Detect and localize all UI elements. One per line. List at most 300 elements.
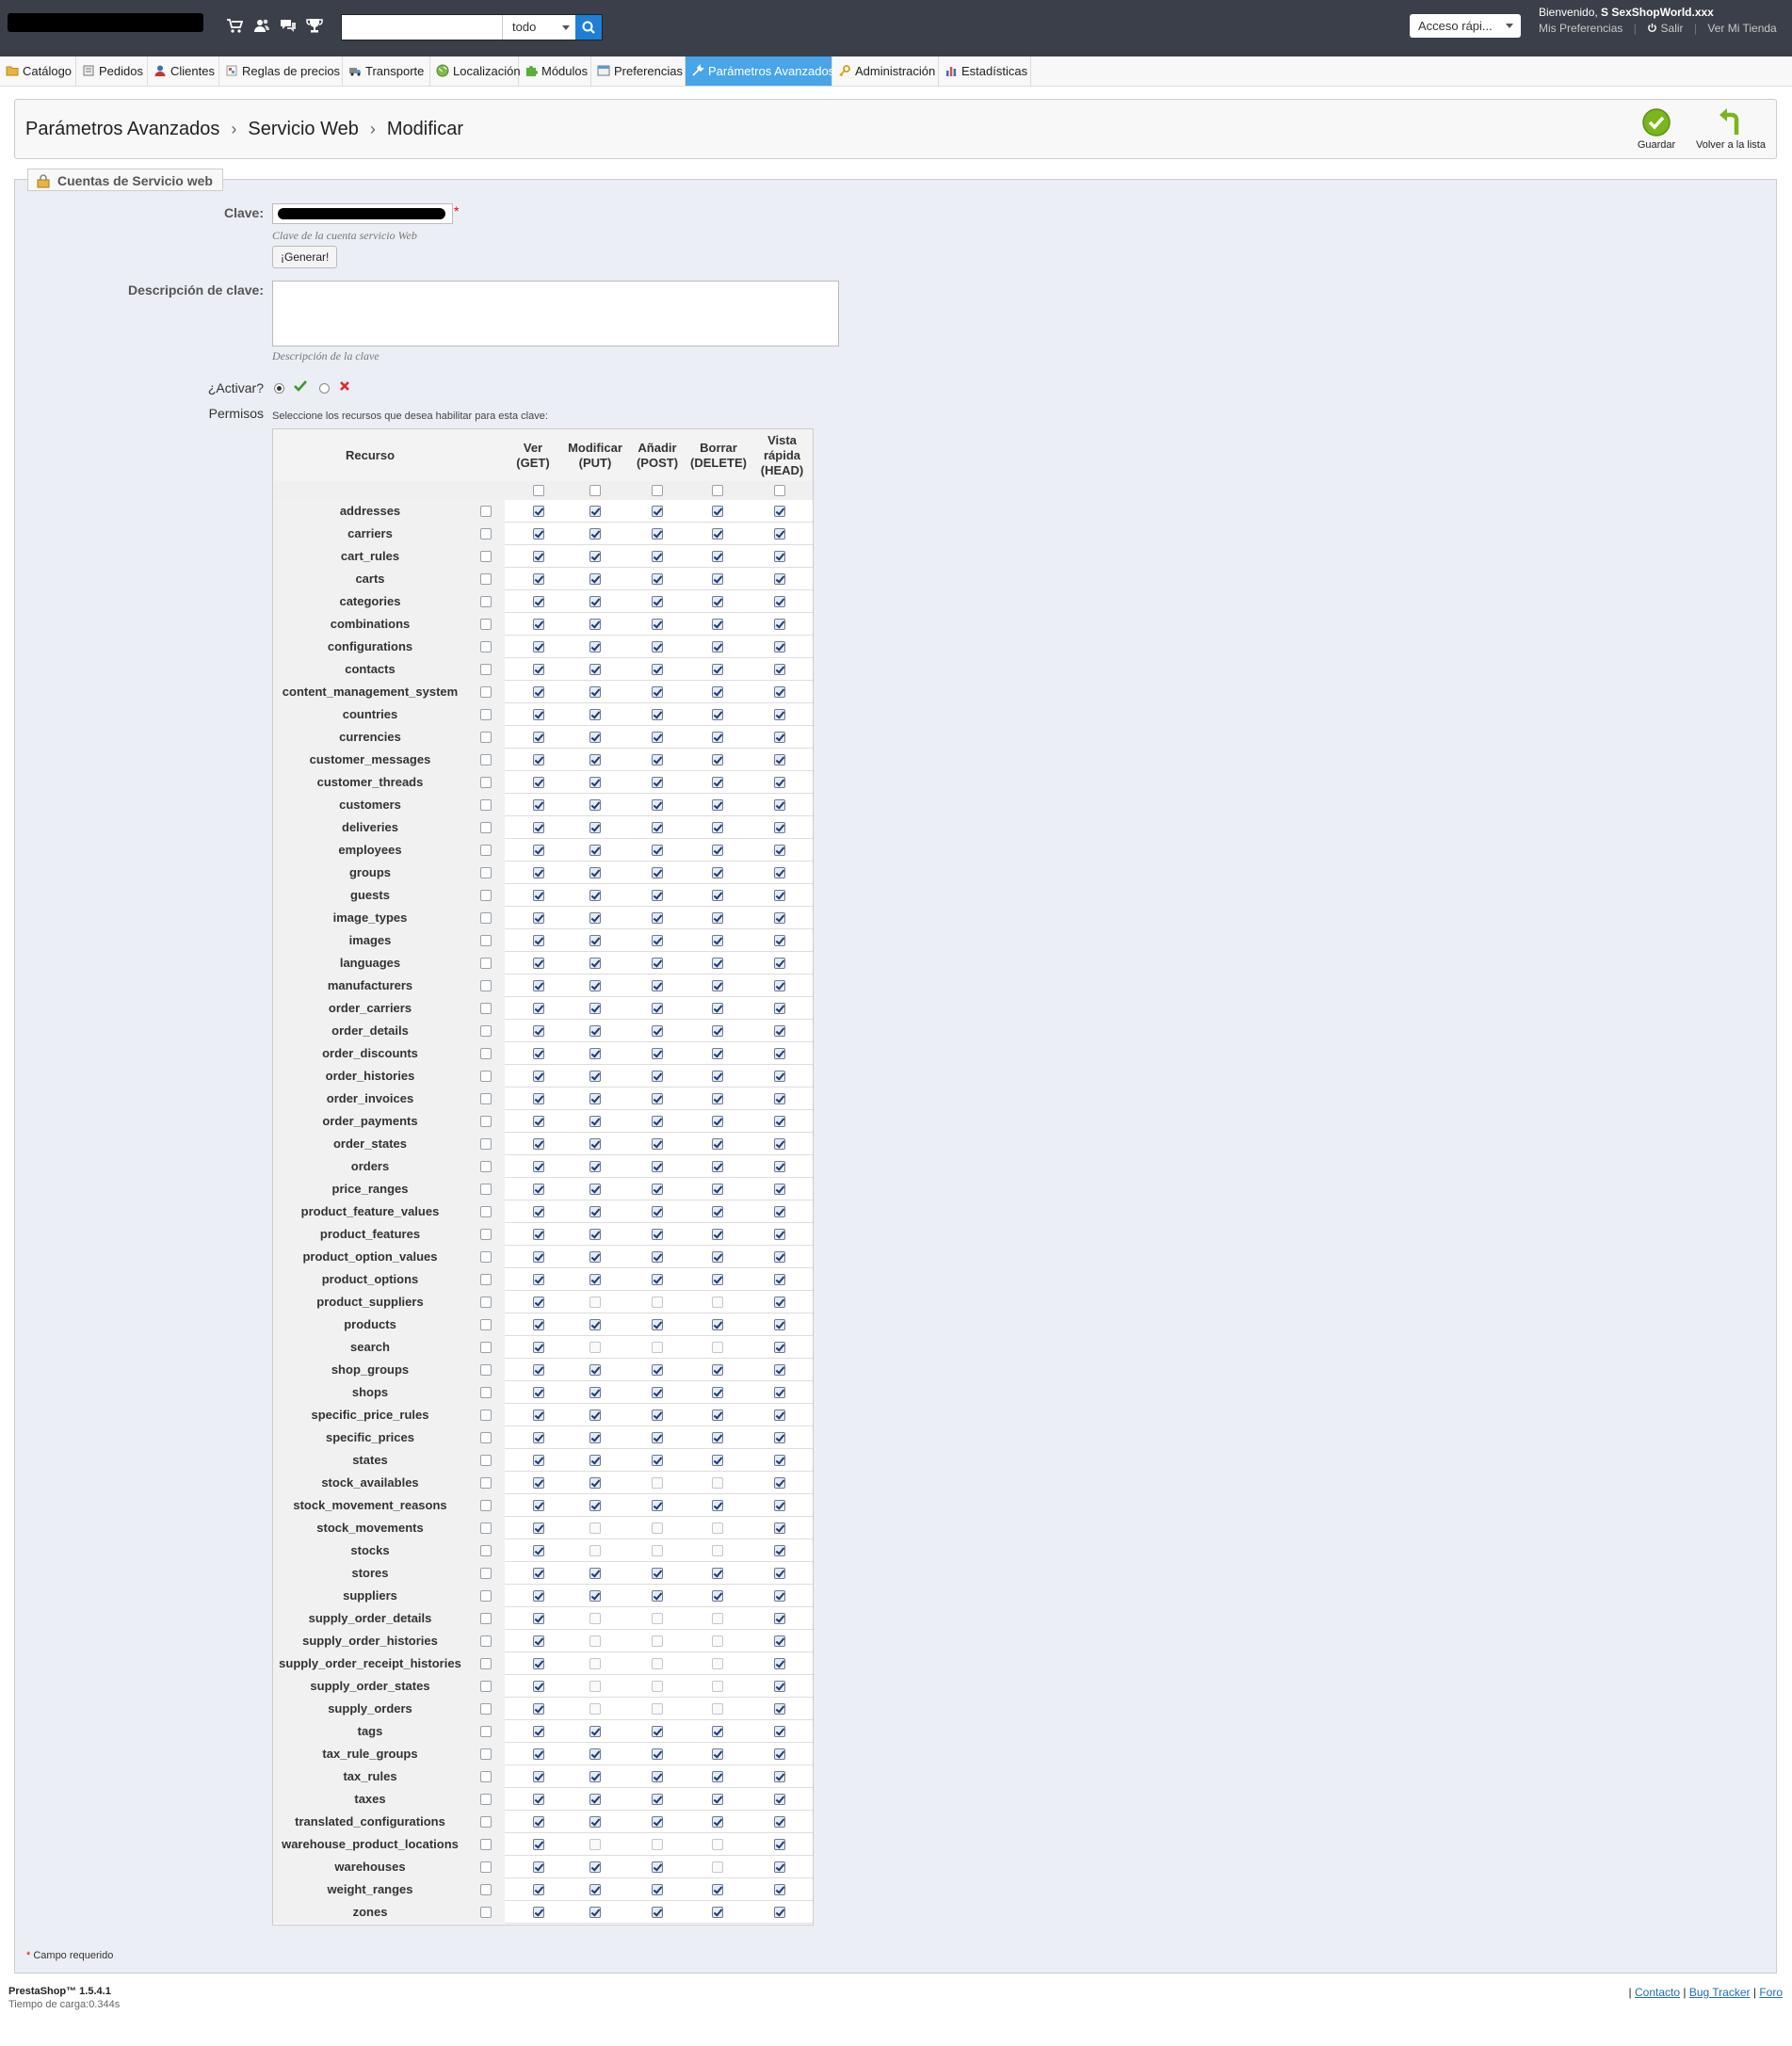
- menu-item-orders[interactable]: [76, 56, 148, 86]
- select-row-checkbox[interactable]: [480, 551, 492, 562]
- permission-checkbox[interactable]: [533, 1907, 544, 1918]
- permission-checkbox[interactable]: [589, 1410, 601, 1421]
- permission-checkbox[interactable]: [533, 1071, 544, 1082]
- permission-checkbox[interactable]: [589, 1206, 601, 1217]
- permission-checkbox[interactable]: [712, 1522, 723, 1534]
- permission-checkbox[interactable]: [652, 1138, 663, 1150]
- permission-checkbox[interactable]: [589, 1861, 601, 1873]
- permission-checkbox[interactable]: [712, 1025, 723, 1037]
- permission-checkbox[interactable]: [589, 912, 601, 924]
- permission-checkbox[interactable]: [533, 1093, 544, 1104]
- permission-checkbox[interactable]: [533, 1681, 544, 1692]
- permission-checkbox[interactable]: [589, 799, 601, 811]
- permission-checkbox[interactable]: [589, 1025, 601, 1037]
- permission-checkbox[interactable]: [652, 1726, 663, 1737]
- permission-checkbox[interactable]: [712, 573, 723, 585]
- permission-checkbox[interactable]: [589, 845, 601, 856]
- permission-checkbox[interactable]: [533, 1726, 544, 1737]
- select-row-checkbox[interactable]: [480, 777, 492, 788]
- permission-checkbox[interactable]: [533, 1635, 544, 1647]
- permission-checkbox[interactable]: [652, 1568, 663, 1579]
- permission-checkbox[interactable]: [589, 1545, 601, 1556]
- permission-checkbox[interactable]: [589, 506, 601, 517]
- permission-checkbox[interactable]: [712, 1432, 723, 1443]
- permission-checkbox[interactable]: [712, 1297, 723, 1308]
- permission-checkbox[interactable]: [774, 1319, 785, 1330]
- select-row-checkbox[interactable]: [480, 1568, 492, 1579]
- permission-checkbox[interactable]: [712, 1364, 723, 1376]
- permission-checkbox[interactable]: [652, 1884, 663, 1895]
- permission-checkbox[interactable]: [589, 754, 601, 765]
- select-row-checkbox[interactable]: [480, 980, 492, 991]
- permission-checkbox[interactable]: [712, 1477, 723, 1489]
- select-all-column-checkbox[interactable]: [774, 485, 785, 496]
- permission-checkbox[interactable]: [712, 686, 723, 698]
- select-row-checkbox[interactable]: [480, 1003, 492, 1014]
- select-row-checkbox[interactable]: [480, 754, 492, 765]
- select-row-checkbox[interactable]: [480, 912, 492, 924]
- permission-checkbox[interactable]: [533, 799, 544, 811]
- permission-checkbox[interactable]: [712, 1771, 723, 1782]
- permission-checkbox[interactable]: [774, 1681, 785, 1692]
- permission-checkbox[interactable]: [774, 686, 785, 698]
- permission-checkbox[interactable]: [712, 1455, 723, 1466]
- permission-checkbox[interactable]: [652, 777, 663, 788]
- cross-icon[interactable]: [339, 380, 350, 392]
- quick-access-dropdown[interactable]: [1410, 14, 1521, 38]
- permission-checkbox[interactable]: [533, 1138, 544, 1150]
- permission-checkbox[interactable]: [652, 1613, 663, 1624]
- select-row-checkbox[interactable]: [480, 1703, 492, 1715]
- select-row-checkbox[interactable]: [480, 845, 492, 856]
- permission-checkbox[interactable]: [533, 958, 544, 969]
- permission-checkbox[interactable]: [774, 958, 785, 969]
- permission-checkbox[interactable]: [774, 799, 785, 811]
- select-row-checkbox[interactable]: [480, 1635, 492, 1647]
- bug-tracker-link[interactable]: Bug Tracker: [1688, 1986, 1751, 1999]
- permission-checkbox[interactable]: [589, 709, 601, 720]
- permission-checkbox[interactable]: [652, 754, 663, 765]
- permission-checkbox[interactable]: [533, 573, 544, 585]
- permission-checkbox[interactable]: [652, 573, 663, 585]
- menu-item-price-rules[interactable]: [219, 56, 343, 86]
- permission-checkbox[interactable]: [712, 1387, 723, 1398]
- permission-checkbox[interactable]: [774, 1522, 785, 1534]
- permission-checkbox[interactable]: [652, 1545, 663, 1556]
- select-row-checkbox[interactable]: [480, 596, 492, 607]
- permission-checkbox[interactable]: [652, 1410, 663, 1421]
- permission-checkbox[interactable]: [652, 1590, 663, 1602]
- permission-checkbox[interactable]: [533, 1161, 544, 1172]
- permission-checkbox[interactable]: [774, 1364, 785, 1376]
- select-row-checkbox[interactable]: [480, 1342, 492, 1353]
- permission-checkbox[interactable]: [712, 1748, 723, 1760]
- permission-checkbox[interactable]: [712, 1635, 723, 1647]
- permission-checkbox[interactable]: [533, 845, 544, 856]
- select-row-checkbox[interactable]: [480, 890, 492, 901]
- permission-checkbox[interactable]: [533, 754, 544, 765]
- permission-checkbox[interactable]: [533, 1251, 544, 1263]
- permission-checkbox[interactable]: [589, 1907, 601, 1918]
- permission-checkbox[interactable]: [774, 1138, 785, 1150]
- permission-checkbox[interactable]: [712, 799, 723, 811]
- permission-checkbox[interactable]: [533, 777, 544, 788]
- permission-checkbox[interactable]: [712, 506, 723, 517]
- permission-checkbox[interactable]: [652, 1861, 663, 1873]
- permission-checkbox[interactable]: [652, 980, 663, 991]
- select-row-checkbox[interactable]: [480, 528, 492, 540]
- permission-checkbox[interactable]: [774, 1116, 785, 1127]
- select-row-checkbox[interactable]: [480, 1455, 492, 1466]
- permission-checkbox[interactable]: [652, 822, 663, 833]
- permission-checkbox[interactable]: [712, 845, 723, 856]
- permission-checkbox[interactable]: [774, 709, 785, 720]
- permission-checkbox[interactable]: [652, 1477, 663, 1489]
- permission-checkbox[interactable]: [652, 1816, 663, 1828]
- permission-checkbox[interactable]: [652, 1116, 663, 1127]
- select-all-column-checkbox[interactable]: [652, 485, 663, 496]
- permission-checkbox[interactable]: [533, 1613, 544, 1624]
- permission-checkbox[interactable]: [589, 1884, 601, 1895]
- permission-checkbox[interactable]: [652, 1635, 663, 1647]
- my-preferences-link[interactable]: Mis Preferencias: [1539, 22, 1623, 35]
- permission-checkbox[interactable]: [712, 551, 723, 562]
- permission-checkbox[interactable]: [774, 551, 785, 562]
- permission-checkbox[interactable]: [712, 1161, 723, 1172]
- breadcrumb-item[interactable]: Parámetros Avanzados: [25, 119, 220, 139]
- permission-checkbox[interactable]: [652, 1093, 663, 1104]
- permission-checkbox[interactable]: [652, 1319, 663, 1330]
- active-yes-radio[interactable]: [274, 383, 284, 394]
- permission-checkbox[interactable]: [774, 1635, 785, 1647]
- permission-checkbox[interactable]: [774, 777, 785, 788]
- permission-checkbox[interactable]: [652, 551, 663, 562]
- permission-checkbox[interactable]: [589, 1794, 601, 1805]
- breadcrumb-item[interactable]: Servicio Web: [248, 119, 359, 139]
- permission-checkbox[interactable]: [533, 1455, 544, 1466]
- permission-checkbox[interactable]: [533, 1839, 544, 1850]
- select-row-checkbox[interactable]: [480, 1387, 492, 1398]
- permission-checkbox[interactable]: [652, 799, 663, 811]
- permission-checkbox[interactable]: [533, 732, 544, 743]
- permission-checkbox[interactable]: [652, 958, 663, 969]
- permission-checkbox[interactable]: [712, 641, 723, 652]
- permission-checkbox[interactable]: [533, 1884, 544, 1895]
- permission-checkbox[interactable]: [652, 1251, 663, 1263]
- generate-key-button[interactable]: ¡Generar!: [272, 246, 337, 268]
- messages-icon[interactable]: [280, 17, 297, 34]
- permission-checkbox[interactable]: [712, 867, 723, 878]
- permission-checkbox[interactable]: [589, 1816, 601, 1828]
- permission-checkbox[interactable]: [652, 1161, 663, 1172]
- permission-checkbox[interactable]: [533, 596, 544, 607]
- save-button[interactable]: [1630, 107, 1683, 151]
- select-row-checkbox[interactable]: [480, 1364, 492, 1376]
- permission-checkbox[interactable]: [652, 1342, 663, 1353]
- permission-checkbox[interactable]: [652, 912, 663, 924]
- permission-checkbox[interactable]: [774, 1748, 785, 1760]
- permission-checkbox[interactable]: [712, 1274, 723, 1285]
- permission-checkbox[interactable]: [712, 1116, 723, 1127]
- permission-checkbox[interactable]: [712, 958, 723, 969]
- menu-item-modules[interactable]: [519, 56, 591, 86]
- permission-checkbox[interactable]: [774, 1839, 785, 1850]
- logout-link[interactable]: Salir: [1660, 22, 1684, 35]
- permission-checkbox[interactable]: [533, 890, 544, 901]
- menu-item-preferences[interactable]: [591, 56, 686, 86]
- permission-checkbox[interactable]: [774, 1658, 785, 1669]
- permission-checkbox[interactable]: [589, 1274, 601, 1285]
- permission-checkbox[interactable]: [589, 1251, 601, 1263]
- permission-checkbox[interactable]: [774, 664, 785, 675]
- permission-checkbox[interactable]: [774, 1703, 785, 1715]
- permission-checkbox[interactable]: [774, 1884, 785, 1895]
- permission-checkbox[interactable]: [533, 867, 544, 878]
- select-row-checkbox[interactable]: [480, 1319, 492, 1330]
- permission-checkbox[interactable]: [652, 890, 663, 901]
- permission-checkbox[interactable]: [533, 1206, 544, 1217]
- key-input[interactable]: [272, 203, 453, 224]
- permission-checkbox[interactable]: [712, 1884, 723, 1895]
- back-to-list-button[interactable]: [1691, 107, 1770, 151]
- permission-checkbox[interactable]: [533, 1816, 544, 1828]
- permission-checkbox[interactable]: [652, 845, 663, 856]
- select-row-checkbox[interactable]: [480, 1477, 492, 1489]
- select-row-checkbox[interactable]: [480, 1771, 492, 1782]
- permission-checkbox[interactable]: [774, 1861, 785, 1873]
- permission-checkbox[interactable]: [652, 1500, 663, 1511]
- permission-checkbox[interactable]: [589, 1184, 601, 1195]
- permission-checkbox[interactable]: [589, 1229, 601, 1240]
- permission-checkbox[interactable]: [652, 867, 663, 878]
- permission-checkbox[interactable]: [774, 1568, 785, 1579]
- forum-link[interactable]: Foro: [1759, 1986, 1783, 1999]
- permission-checkbox[interactable]: [589, 732, 601, 743]
- permission-checkbox[interactable]: [774, 980, 785, 991]
- permission-checkbox[interactable]: [533, 1003, 544, 1014]
- permission-checkbox[interactable]: [533, 1794, 544, 1805]
- select-row-checkbox[interactable]: [480, 1274, 492, 1285]
- permission-checkbox[interactable]: [589, 1681, 601, 1692]
- permission-checkbox[interactable]: [533, 1274, 544, 1285]
- permission-checkbox[interactable]: [533, 551, 544, 562]
- permission-checkbox[interactable]: [652, 1387, 663, 1398]
- permission-checkbox[interactable]: [712, 822, 723, 833]
- permission-checkbox[interactable]: [712, 664, 723, 675]
- select-row-checkbox[interactable]: [480, 1816, 492, 1828]
- permission-checkbox[interactable]: [774, 1093, 785, 1104]
- permission-checkbox[interactable]: [712, 777, 723, 788]
- permission-checkbox[interactable]: [533, 1861, 544, 1873]
- permission-checkbox[interactable]: [712, 1048, 723, 1059]
- permission-checkbox[interactable]: [533, 1771, 544, 1782]
- permission-checkbox[interactable]: [712, 1545, 723, 1556]
- permission-checkbox[interactable]: [774, 1025, 785, 1037]
- permission-checkbox[interactable]: [774, 641, 785, 652]
- permission-checkbox[interactable]: [774, 506, 785, 517]
- description-textarea[interactable]: [272, 281, 839, 346]
- permission-checkbox[interactable]: [712, 1590, 723, 1602]
- permission-checkbox[interactable]: [589, 1116, 601, 1127]
- select-row-checkbox[interactable]: [480, 1229, 492, 1240]
- permission-checkbox[interactable]: [533, 1658, 544, 1669]
- permission-checkbox[interactable]: [589, 958, 601, 969]
- permission-checkbox[interactable]: [774, 1342, 785, 1353]
- permission-checkbox[interactable]: [774, 845, 785, 856]
- permission-checkbox[interactable]: [712, 1658, 723, 1669]
- permission-checkbox[interactable]: [589, 1003, 601, 1014]
- permission-checkbox[interactable]: [774, 1161, 785, 1172]
- permission-checkbox[interactable]: [652, 1184, 663, 1195]
- menu-item-advanced-parameters[interactable]: [686, 56, 835, 86]
- select-row-checkbox[interactable]: [480, 867, 492, 878]
- permission-checkbox[interactable]: [533, 1410, 544, 1421]
- permission-checkbox[interactable]: [712, 1568, 723, 1579]
- select-row-checkbox[interactable]: [480, 1206, 492, 1217]
- select-all-column-checkbox[interactable]: [533, 485, 544, 496]
- permission-checkbox[interactable]: [652, 732, 663, 743]
- select-row-checkbox[interactable]: [480, 641, 492, 652]
- menu-item-localization[interactable]: [430, 56, 519, 86]
- permission-checkbox[interactable]: [533, 641, 544, 652]
- select-row-checkbox[interactable]: [480, 1861, 492, 1873]
- permission-checkbox[interactable]: [652, 709, 663, 720]
- select-row-checkbox[interactable]: [480, 1432, 492, 1443]
- permission-checkbox[interactable]: [652, 1748, 663, 1760]
- permission-checkbox[interactable]: [774, 912, 785, 924]
- permission-checkbox[interactable]: [774, 822, 785, 833]
- permission-checkbox[interactable]: [712, 1093, 723, 1104]
- permission-checkbox[interactable]: [589, 1297, 601, 1308]
- trophy-icon[interactable]: [306, 17, 323, 34]
- permission-checkbox[interactable]: [652, 1025, 663, 1037]
- permission-checkbox[interactable]: [774, 935, 785, 946]
- select-row-checkbox[interactable]: [480, 1138, 492, 1150]
- permission-checkbox[interactable]: [652, 1658, 663, 1669]
- permission-checkbox[interactable]: [652, 686, 663, 698]
- permission-checkbox[interactable]: [652, 641, 663, 652]
- permission-checkbox[interactable]: [589, 1771, 601, 1782]
- select-row-checkbox[interactable]: [480, 1658, 492, 1669]
- permission-checkbox[interactable]: [589, 822, 601, 833]
- permission-checkbox[interactable]: [533, 822, 544, 833]
- select-row-checkbox[interactable]: [480, 732, 492, 743]
- permission-checkbox[interactable]: [652, 1432, 663, 1443]
- permission-checkbox[interactable]: [774, 1251, 785, 1263]
- permission-checkbox[interactable]: [712, 732, 723, 743]
- permission-checkbox[interactable]: [589, 1522, 601, 1534]
- contact-link[interactable]: Contacto: [1634, 1986, 1681, 1999]
- permission-checkbox[interactable]: [589, 641, 601, 652]
- permission-checkbox[interactable]: [652, 1522, 663, 1534]
- permission-checkbox[interactable]: [533, 1048, 544, 1059]
- select-row-checkbox[interactable]: [480, 664, 492, 675]
- select-row-checkbox[interactable]: [480, 935, 492, 946]
- permission-checkbox[interactable]: [533, 1522, 544, 1534]
- permission-checkbox[interactable]: [589, 777, 601, 788]
- select-row-checkbox[interactable]: [480, 1093, 492, 1104]
- select-row-checkbox[interactable]: [480, 1681, 492, 1692]
- permission-checkbox[interactable]: [533, 1319, 544, 1330]
- select-row-checkbox[interactable]: [480, 958, 492, 969]
- check-icon[interactable]: [294, 380, 307, 392]
- permission-checkbox[interactable]: [589, 1455, 601, 1466]
- permission-checkbox[interactable]: [712, 1613, 723, 1624]
- menu-item-shipping[interactable]: [343, 56, 430, 86]
- search-input[interactable]: [342, 15, 513, 40]
- permission-checkbox[interactable]: [533, 1387, 544, 1398]
- permission-checkbox[interactable]: [774, 1297, 785, 1308]
- permission-checkbox[interactable]: [533, 1184, 544, 1195]
- permission-checkbox[interactable]: [589, 1726, 601, 1737]
- permission-checkbox[interactable]: [589, 1477, 601, 1489]
- select-row-checkbox[interactable]: [480, 822, 492, 833]
- permission-checkbox[interactable]: [533, 1748, 544, 1760]
- select-row-checkbox[interactable]: [480, 1545, 492, 1556]
- permission-checkbox[interactable]: [533, 709, 544, 720]
- select-row-checkbox[interactable]: [480, 1590, 492, 1602]
- select-all-column-checkbox[interactable]: [712, 485, 723, 496]
- permission-checkbox[interactable]: [652, 1206, 663, 1217]
- select-row-checkbox[interactable]: [480, 1161, 492, 1172]
- permission-checkbox[interactable]: [652, 619, 663, 630]
- permission-checkbox[interactable]: [774, 1726, 785, 1737]
- permission-checkbox[interactable]: [712, 1681, 723, 1692]
- select-row-checkbox[interactable]: [480, 1794, 492, 1805]
- permission-checkbox[interactable]: [652, 1048, 663, 1059]
- permission-checkbox[interactable]: [774, 867, 785, 878]
- permission-checkbox[interactable]: [533, 1432, 544, 1443]
- permission-checkbox[interactable]: [774, 1907, 785, 1918]
- permission-checkbox[interactable]: [589, 573, 601, 585]
- permission-checkbox[interactable]: [533, 506, 544, 517]
- permission-checkbox[interactable]: [774, 1500, 785, 1511]
- permission-checkbox[interactable]: [589, 619, 601, 630]
- select-row-checkbox[interactable]: [480, 1839, 492, 1850]
- permission-checkbox[interactable]: [712, 619, 723, 630]
- permission-checkbox[interactable]: [774, 1206, 785, 1217]
- permission-checkbox[interactable]: [589, 1364, 601, 1376]
- permission-checkbox[interactable]: [589, 1748, 601, 1760]
- permission-checkbox[interactable]: [774, 1229, 785, 1240]
- search-scope-select[interactable]: [502, 15, 575, 40]
- permission-checkbox[interactable]: [589, 1613, 601, 1624]
- permission-checkbox[interactable]: [589, 935, 601, 946]
- menu-item-administration[interactable]: [832, 56, 939, 86]
- permission-checkbox[interactable]: [712, 596, 723, 607]
- menu-item-catalog[interactable]: [0, 56, 76, 86]
- permission-checkbox[interactable]: [589, 1839, 601, 1850]
- permission-checkbox[interactable]: [533, 1342, 544, 1353]
- permission-checkbox[interactable]: [774, 1455, 785, 1466]
- permission-checkbox[interactable]: [589, 686, 601, 698]
- select-row-checkbox[interactable]: [480, 1071, 492, 1082]
- permission-checkbox[interactable]: [533, 1477, 544, 1489]
- select-row-checkbox[interactable]: [480, 1410, 492, 1421]
- permission-checkbox[interactable]: [533, 1364, 544, 1376]
- select-row-checkbox[interactable]: [480, 1884, 492, 1895]
- permission-checkbox[interactable]: [533, 528, 544, 540]
- permission-checkbox[interactable]: [533, 686, 544, 698]
- permission-checkbox[interactable]: [774, 1590, 785, 1602]
- select-row-checkbox[interactable]: [480, 619, 492, 630]
- permission-checkbox[interactable]: [712, 1839, 723, 1850]
- permission-checkbox[interactable]: [533, 912, 544, 924]
- permission-checkbox[interactable]: [712, 890, 723, 901]
- permission-checkbox[interactable]: [589, 890, 601, 901]
- permission-checkbox[interactable]: [652, 1771, 663, 1782]
- permission-checkbox[interactable]: [774, 619, 785, 630]
